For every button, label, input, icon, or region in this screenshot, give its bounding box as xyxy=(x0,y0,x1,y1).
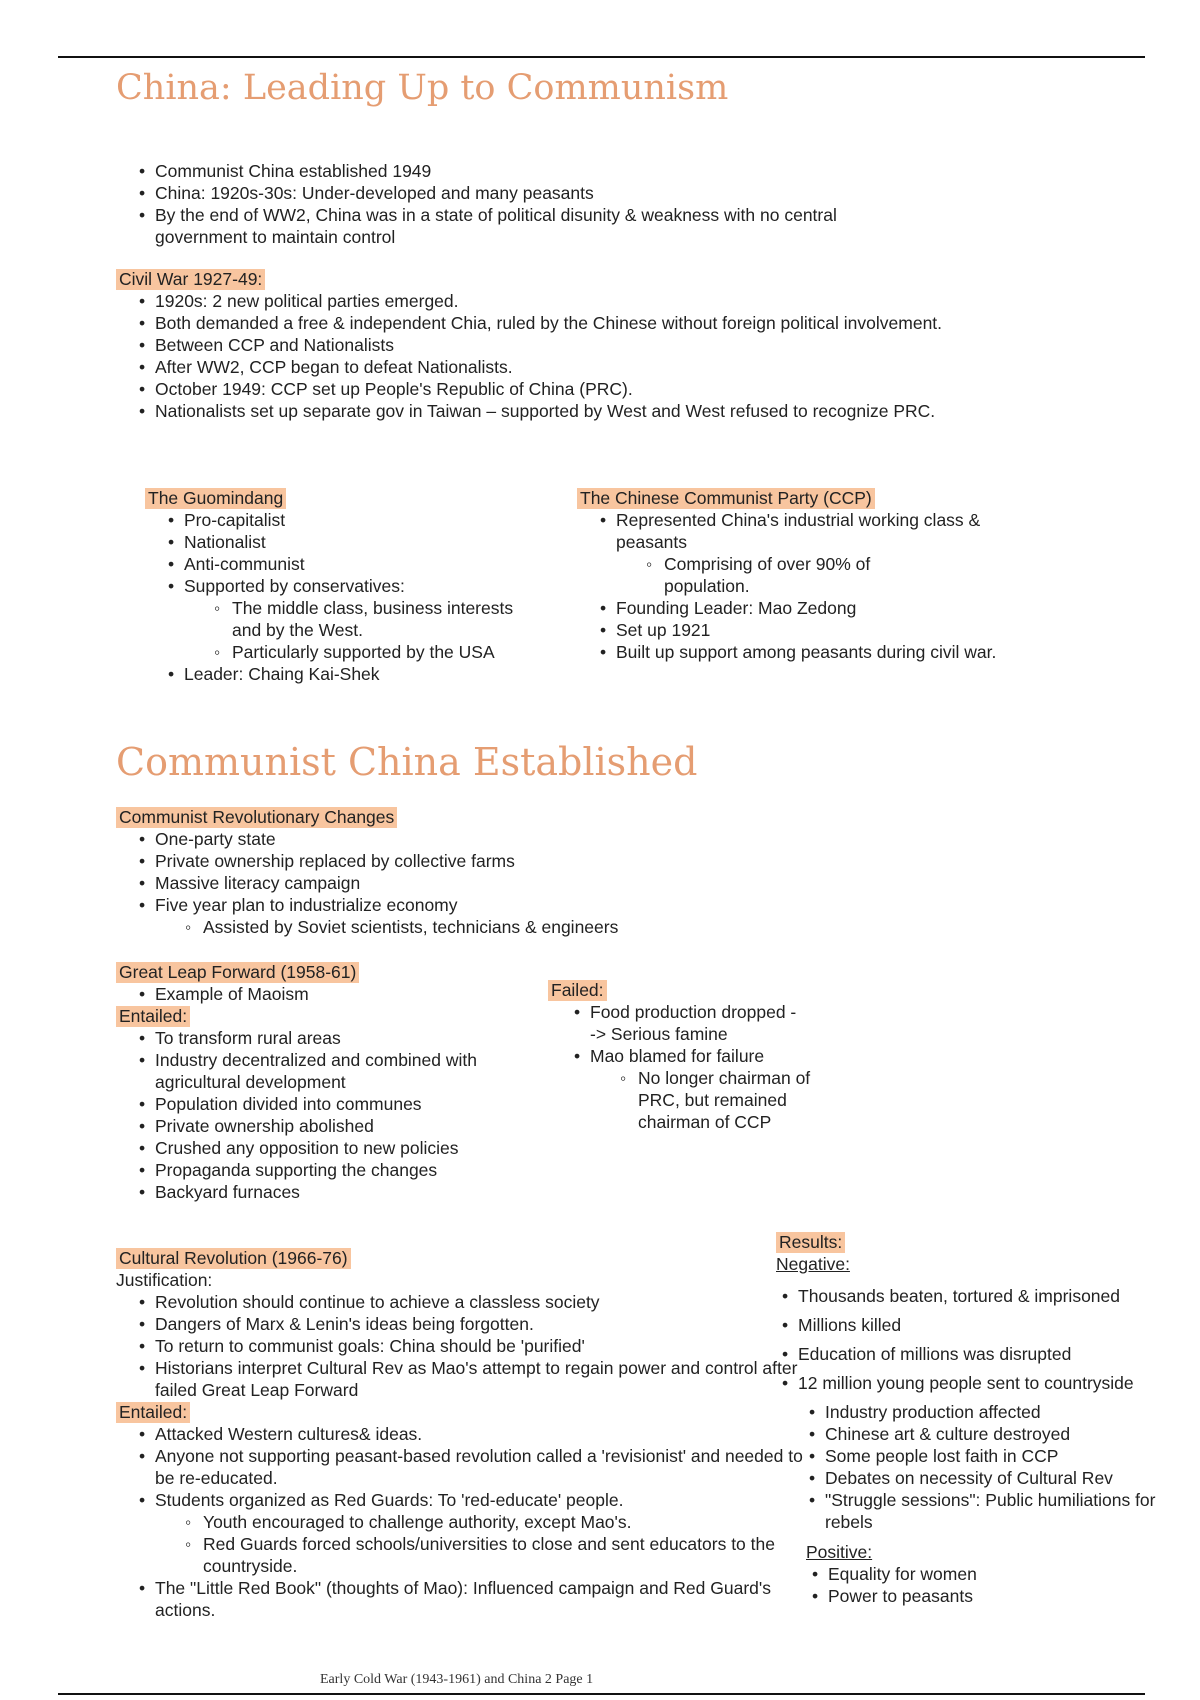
list-item: • Set up 1921 xyxy=(594,619,997,641)
ccp-block xyxy=(577,487,997,663)
list-item: • Built up support among peasants during civil war. xyxy=(594,641,997,663)
list-item: • Pro-capitalist xyxy=(162,509,525,531)
list-item: • 1920s: 2 new political parties emerged. xyxy=(133,290,946,312)
list-item xyxy=(133,894,816,938)
list-item: • Founding Leader: Mao Zedong xyxy=(594,597,997,619)
list-item: • Anyone not supporting peasant-based revolution called a 'revisionist' and needed to be re-educated. xyxy=(133,1445,806,1489)
sub-item: ◦ The middle class, business interests and by the West. xyxy=(210,597,525,641)
positive-list xyxy=(806,1563,1196,1607)
changes-heading: Communist Revolutionary Changes xyxy=(116,807,397,828)
list-item-text: Mao blamed for failure xyxy=(590,1046,765,1066)
list-item: • Backyard furnaces xyxy=(133,1181,496,1203)
cultural-heading: Cultural Revolution (1966-76) xyxy=(116,1248,351,1269)
negative-label: Negative: xyxy=(776,1254,850,1274)
list-item: • Anti-communist xyxy=(162,553,525,575)
list-item: • Communist China established 1949 xyxy=(133,160,893,182)
list-item: • October 1949: CCP set up People's Republic of China (PRC). xyxy=(133,378,946,400)
list-item: • To return to communist goals: China should be 'purified' xyxy=(133,1335,806,1357)
glf-entailed-list xyxy=(133,1027,496,1203)
positive-label: Positive: xyxy=(806,1542,873,1562)
sub-item: ◦ Red Guards forced schools/universities to close and sent educators to the countryside. xyxy=(181,1533,806,1577)
civil-war-heading: Civil War 1927-49: xyxy=(116,269,265,290)
list-item: • Private ownership abolished xyxy=(133,1115,496,1137)
intro-list xyxy=(133,160,893,248)
bottom-rule xyxy=(58,1693,1145,1695)
negative-list-a xyxy=(776,1285,1196,1394)
list-item: • Private ownership replaced by collective farms xyxy=(133,850,816,872)
list-item xyxy=(568,1045,858,1133)
list-item: • Historians interpret Cultural Rev as Mao's attempt to regain power and control after failed Great Leap Forward xyxy=(133,1357,806,1401)
sub-item: ◦ No longer chairman of PRC, but remained chairman of CCP xyxy=(616,1067,846,1133)
list-item: • Power to peasants xyxy=(806,1585,1196,1607)
list-item: • One-party state xyxy=(133,828,816,850)
list-item: • Industry decentralized and combined with agricultural development xyxy=(133,1049,496,1093)
changes-block xyxy=(116,806,816,938)
list-item: • Population divided into communes xyxy=(133,1093,496,1115)
section2-title: Communist China Established xyxy=(116,740,698,784)
section1-title: China: Leading Up to Communism xyxy=(116,68,729,108)
list-item: • Industry production affected xyxy=(803,1401,1196,1423)
glf-failed-list xyxy=(568,1001,858,1133)
list-item: • Nationalists set up separate gov in Taiwan – supported by West and West refused to recognize PRC. xyxy=(133,400,946,422)
list-item: • Revolution should continue to achieve a classless society xyxy=(133,1291,806,1313)
list-item: • Both demanded a free & independent Chia, ruled by the Chinese without foreign political involvement. xyxy=(133,312,946,334)
cultural-entailed-label: Entailed: xyxy=(116,1402,190,1423)
cultural-justification-label: Justification: xyxy=(116,1270,213,1290)
glf-failed-label: Failed: xyxy=(548,980,607,1001)
civil-war-list xyxy=(133,290,946,422)
top-rule xyxy=(58,56,1145,58)
list-item: • Chinese art & culture destroyed xyxy=(803,1423,1196,1445)
list-item: • Leader: Chaing Kai-Shek xyxy=(162,663,525,685)
sub-item: ◦ Comprising of over 90% of population. xyxy=(642,553,892,597)
changes-list xyxy=(133,828,816,938)
ccp-heading: The Chinese Communist Party (CCP) xyxy=(577,488,875,509)
list-item: • Propaganda supporting the changes xyxy=(133,1159,496,1181)
list-item: • Some people lost faith in CCP xyxy=(803,1445,1196,1467)
sub-item: ◦ Assisted by Soviet scientists, technicians & engineers xyxy=(181,916,816,938)
list-item-text: Five year plan to industrialize economy xyxy=(155,895,458,915)
list-item xyxy=(133,1489,806,1577)
list-item xyxy=(162,575,525,663)
results-block xyxy=(776,1231,1196,1607)
cultural-entailed-list xyxy=(133,1423,806,1621)
list-item: • Example of Maoism xyxy=(133,983,496,1005)
glf-block xyxy=(116,961,496,1203)
list-item: • Between CCP and Nationalists xyxy=(133,334,946,356)
changes-sublist xyxy=(181,916,816,938)
civil-war-block xyxy=(116,268,946,422)
glf-failed-sublist xyxy=(616,1067,846,1133)
ccp-list xyxy=(594,509,997,663)
list-item-text: Supported by conservatives: xyxy=(184,576,405,596)
glf-intro-list xyxy=(133,983,496,1005)
list-item: • Massive literacy campaign xyxy=(133,872,816,894)
list-item xyxy=(594,509,997,597)
list-item: • After WW2, CCP began to defeat Nationalists. xyxy=(133,356,946,378)
list-item: • Nationalist xyxy=(162,531,525,553)
page-footer: Early Cold War (1943-1961) and China 2 Page 1 xyxy=(320,1672,594,1687)
list-item: • Debates on necessity of Cultural Rev xyxy=(803,1467,1196,1489)
list-item-text: Students organized as Red Guards: To 'red-educate' people. xyxy=(155,1490,624,1510)
sub-item: ◦ Particularly supported by the USA xyxy=(210,641,525,663)
guomindang-block xyxy=(145,487,525,685)
list-item: • Thousands beaten, tortured & imprisoned xyxy=(776,1285,1196,1307)
list-item: • China: 1920s-30s: Under-developed and many peasants xyxy=(133,182,893,204)
list-item: • Dangers of Marx & Lenin's ideas being forgotten. xyxy=(133,1313,806,1335)
glf-failed-block xyxy=(548,979,858,1133)
list-item: • Millions killed xyxy=(776,1314,1196,1336)
list-item: • Food production dropped --> Serious famine xyxy=(568,1001,800,1045)
list-item: • Attacked Western cultures& ideas. xyxy=(133,1423,806,1445)
ccp-sublist xyxy=(642,553,892,597)
cultural-block xyxy=(116,1247,806,1621)
guomindang-heading: The Guomindang xyxy=(145,488,286,509)
list-item: • The "Little Red Book" (thoughts of Mao): Influenced campaign and Red Guard's actions. xyxy=(133,1577,806,1621)
sub-item: ◦ Youth encouraged to challenge authority, except Mao's. xyxy=(181,1511,806,1533)
guomindang-sublist xyxy=(210,597,525,663)
list-item: • By the end of WW2, China was in a state of political disunity & weakness with no central government to maintain control xyxy=(133,204,893,248)
intro-list-block xyxy=(133,160,893,248)
cultural-justification-list xyxy=(133,1291,806,1401)
list-item: • Equality for women xyxy=(806,1563,1196,1585)
results-label: Results: xyxy=(776,1232,845,1253)
list-item: • 12 million young people sent to countryside xyxy=(776,1372,1196,1394)
list-item: • "Struggle sessions": Public humiliations for rebels xyxy=(803,1489,1196,1533)
guomindang-list xyxy=(162,509,525,685)
glf-heading: Great Leap Forward (1958-61) xyxy=(116,962,359,983)
list-item: • Education of millions was disrupted xyxy=(776,1343,1196,1365)
list-item: • Crushed any opposition to new policies xyxy=(133,1137,496,1159)
list-item-text: Represented China's industrial working class & peasants xyxy=(616,510,981,552)
glf-entailed-label: Entailed: xyxy=(116,1006,190,1027)
list-item: • To transform rural areas xyxy=(133,1027,496,1049)
cultural-entailed-sublist xyxy=(181,1511,806,1577)
negative-list-b xyxy=(803,1401,1196,1533)
